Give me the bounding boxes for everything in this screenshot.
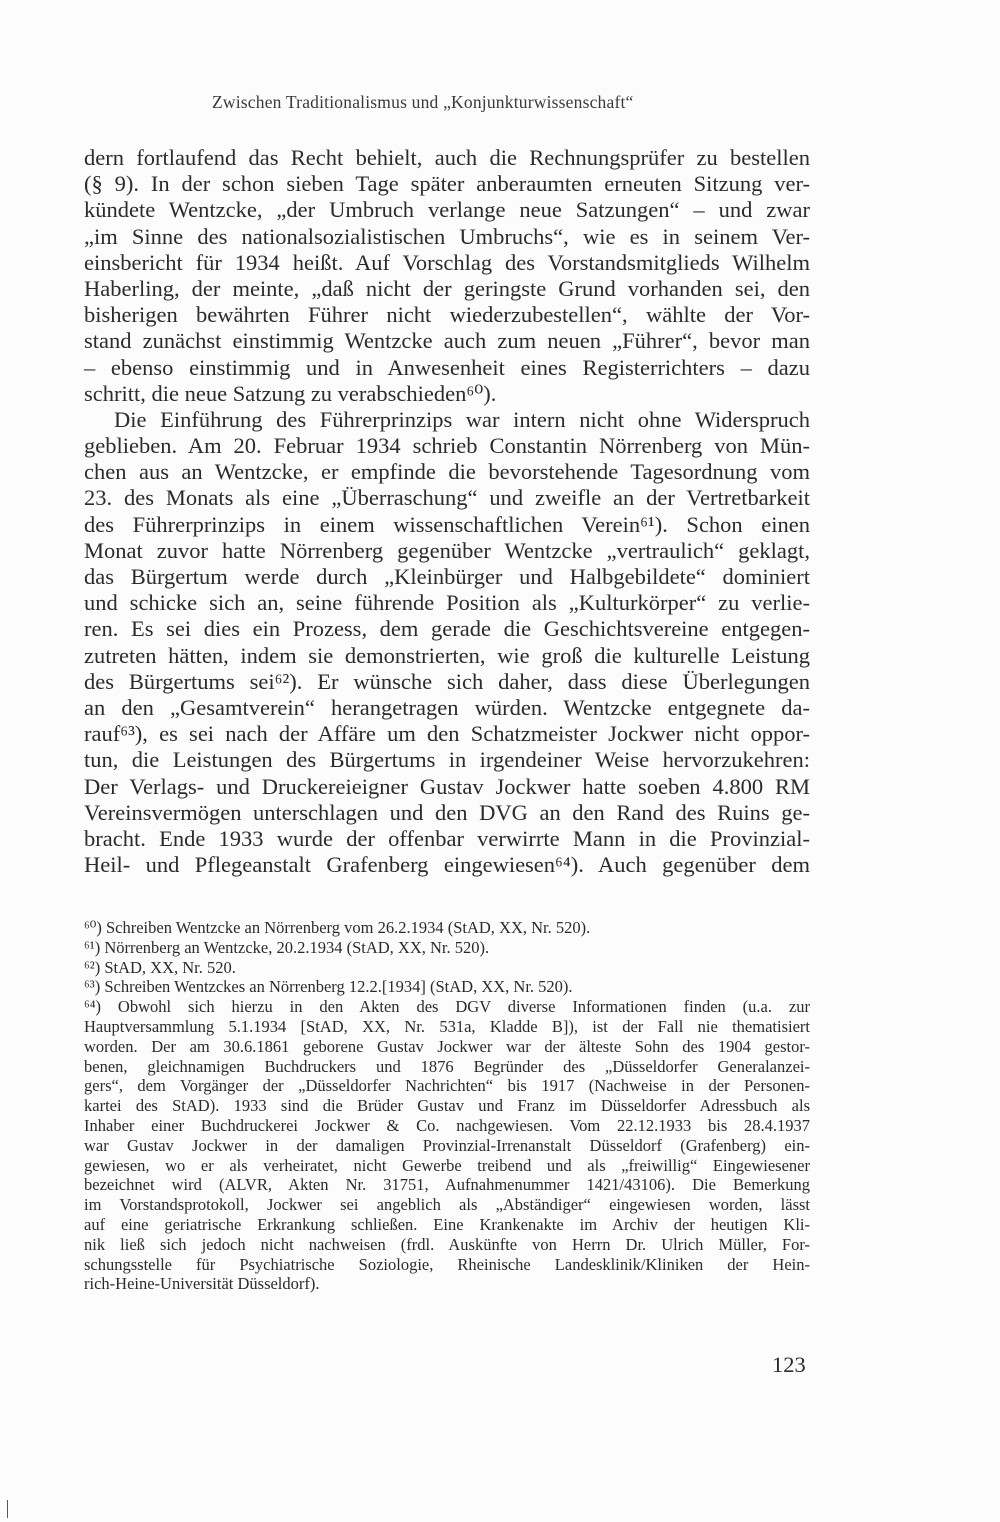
footnote-line: Inhaber einer Buchdruckerei Jockwer & Co. nachgewiesen. Vom 22.12.1933 bis 28.4.1937 <box>84 1115 810 1135</box>
running-head: Zwischen Traditionalismus und „Konjunkturwissenschaft“ <box>212 92 634 112</box>
footnote-line: bezeichnet wird (ALVR, Akten Nr. 31751, Aufnahmenummer 1421/43106). Die Bemerkung <box>84 1175 810 1195</box>
footnote-line: ⁶³) Schreiben Wentzckes an Nörrenberg 12.2.[1934] (StAD, XX, Nr. 520). <box>84 977 573 997</box>
scan-edge-mark <box>7 1500 8 1518</box>
body-line: einsbericht für 1934 heißt. Auf Vorschlag des Vorstandsmitglieds Wilhelm <box>84 249 810 275</box>
footnote-line: ⁶¹) Nörrenberg an Wentzcke, 20.2.1934 (StAD, XX, Nr. 520). <box>84 937 490 957</box>
footnote-line: im Vorstandsprotokoll, Jockwer sei angeblich als „Abständiger“ eingewiesen worden, lässt <box>84 1195 810 1215</box>
page-number: 123 <box>772 1352 806 1377</box>
footnotes <box>84 918 810 1294</box>
body-line: und schicke sich an, seine führende Position als „Kulturkörper“ zu verlie- <box>84 590 810 616</box>
body-line: zutreten hätten, indem sie demonstrierten, wie groß die kulturelle Leistung <box>84 642 810 668</box>
body-text <box>84 145 810 878</box>
body-line: dern fortlaufend das Recht behielt, auch die Rechnungsprüfer zu bestellen <box>84 145 810 170</box>
footnote-line: auf eine geriatrische Erkrankung schließen. Eine Krankenakte im Archiv der heutigen Kli- <box>84 1214 810 1234</box>
body-line: (§ 9). In der schon sieben Tage später anberaumten erneuten Sitzung ver- <box>84 171 810 197</box>
footnote-line: gewiesen, wo er als verheiratet, nicht Gewerbe treibend und als „freiwillig“ Eingewiesener <box>84 1155 810 1175</box>
footnote-line: war Gustav Jockwer in der damaligen Provinzial-Irrenanstalt Düsseldorf (Grafenberg) ein- <box>84 1135 810 1155</box>
footnote-line: ⁶²) StAD, XX, Nr. 520. <box>84 957 236 977</box>
body-line: bracht. Ende 1933 wurde der offenbar verwirrte Mann in die Provinzial- <box>84 825 810 851</box>
footnote-line: ⁶⁴) Obwohl sich hierzu in den Akten des DGV diverse Informationen finden (u.a. zur <box>84 997 810 1017</box>
body-line: Heil- und Pflegeanstalt Grafenberg eingewiesen⁶⁴). Auch gegenüber dem <box>84 852 810 878</box>
body-line: das Bürgertum werde durch „Kleinbürger und Halbgebildete“ dominiert <box>84 564 810 589</box>
body-line: an den „Gesamtverein“ herangetragen würden. Wentzcke entgegnete da- <box>84 694 810 720</box>
body-line: Der Verlags- und Druckereieigner Gustav Jockwer hatte soeben 4.800 RM <box>84 773 810 799</box>
footnote-line: gers“, dem Vorgänger der „Düsseldorfer Nachrichten“ bis 1917 (Nachweise in der Personen- <box>84 1076 810 1096</box>
body-line: 23. des Monats als eine „Überraschung“ und zweifle an der Vertretbarkeit <box>84 485 810 511</box>
body-line: ren. Es sei dies ein Prozess, dem gerade die Geschichtsvereine entgegen- <box>84 616 810 642</box>
footnote-line: ⁶⁰) Schreiben Wentzcke an Nörrenberg vom 26.2.1934 (StAD, XX, Nr. 520). <box>84 918 591 937</box>
footnote-line: rich-Heine-Universität Düsseldorf). <box>84 1274 320 1294</box>
body-line: des Führerprinzips in einem wissenschaftlichen Verein⁶¹). Schon einen <box>84 511 810 537</box>
body-line: des Bürgertums sei⁶²). Er wünsche sich daher, dass diese Überlegungen <box>84 668 810 694</box>
footnote-line: nik ließ sich jedoch nicht nachweisen (frdl. Auskünfte von Herrn Dr. Ulrich Müller, For- <box>84 1234 810 1254</box>
body-line: chen aus an Wentzcke, er empfinde die bevorstehende Tagesordnung vom <box>84 459 810 485</box>
body-line: Haberling, der meinte, „daß nicht der geringste Grund vorhanden sei, den <box>84 275 810 301</box>
body-line: – ebenso einstimmig und in Anwesenheit eines Registerrichters – dazu <box>84 354 810 380</box>
body-line: schritt, die neue Satzung zu verabschieden⁶⁰). <box>84 380 497 406</box>
body-line: kündete Wentzcke, „der Umbruch verlange neue Satzungen“ – und zwar <box>84 197 810 223</box>
body-line: Vereinsvermögen unterschlagen und den DVG an den Rand des Ruins ge- <box>84 799 810 825</box>
body-line: stand zunächst einstimmig Wentzcke auch zum neuen „Führer“, bevor man <box>84 328 810 354</box>
body-line: rauf⁶³), es sei nach der Affäre um den Schatzmeister Jockwer nicht oppor- <box>84 721 810 747</box>
footnote-line: kartei des StAD). 1933 sind die Brüder Gustav und Franz im Düsseldorfer Adressbuch als <box>84 1096 810 1116</box>
body-line: „im Sinne des nationalsozialistischen Umbruchs“, wie es in seinem Ver- <box>84 223 810 249</box>
footnote-line: benen, gleichnamigen Buchdruckers und 1876 Begründer des „Düsseldorfer Generalanzei- <box>84 1056 810 1076</box>
body-line: bisherigen bewährten Führer nicht wiederzubestellen“, wählte der Vor- <box>84 302 810 328</box>
footnote-line: Hauptversammlung 5.1.1934 [StAD, XX, Nr. 531a, Kladde B]), ist der Fall nie thematisiert <box>84 1016 810 1036</box>
footnote-line: schungsstelle für Psychiatrische Soziologie, Rheinische Landesklinik/Kliniken der Hein- <box>84 1254 810 1274</box>
body-line: geblieben. Am 20. Februar 1934 schrieb Constantin Nörrenberg von Mün- <box>84 433 810 459</box>
footnote-line: worden. Der am 30.6.1861 geborene Gustav Jockwer war der älteste Sohn des 1904 gestor- <box>84 1036 810 1056</box>
body-line: tun, die Leistungen des Bürgertums in irgendeiner Weise hervorzukehren: <box>84 747 810 773</box>
body-line: Die Einführung des Führerprinzips war intern nicht ohne Widerspruch <box>114 406 810 432</box>
body-line: Monat zuvor hatte Nörrenberg gegenüber Wentzcke „vertraulich“ geklagt, <box>84 537 810 563</box>
